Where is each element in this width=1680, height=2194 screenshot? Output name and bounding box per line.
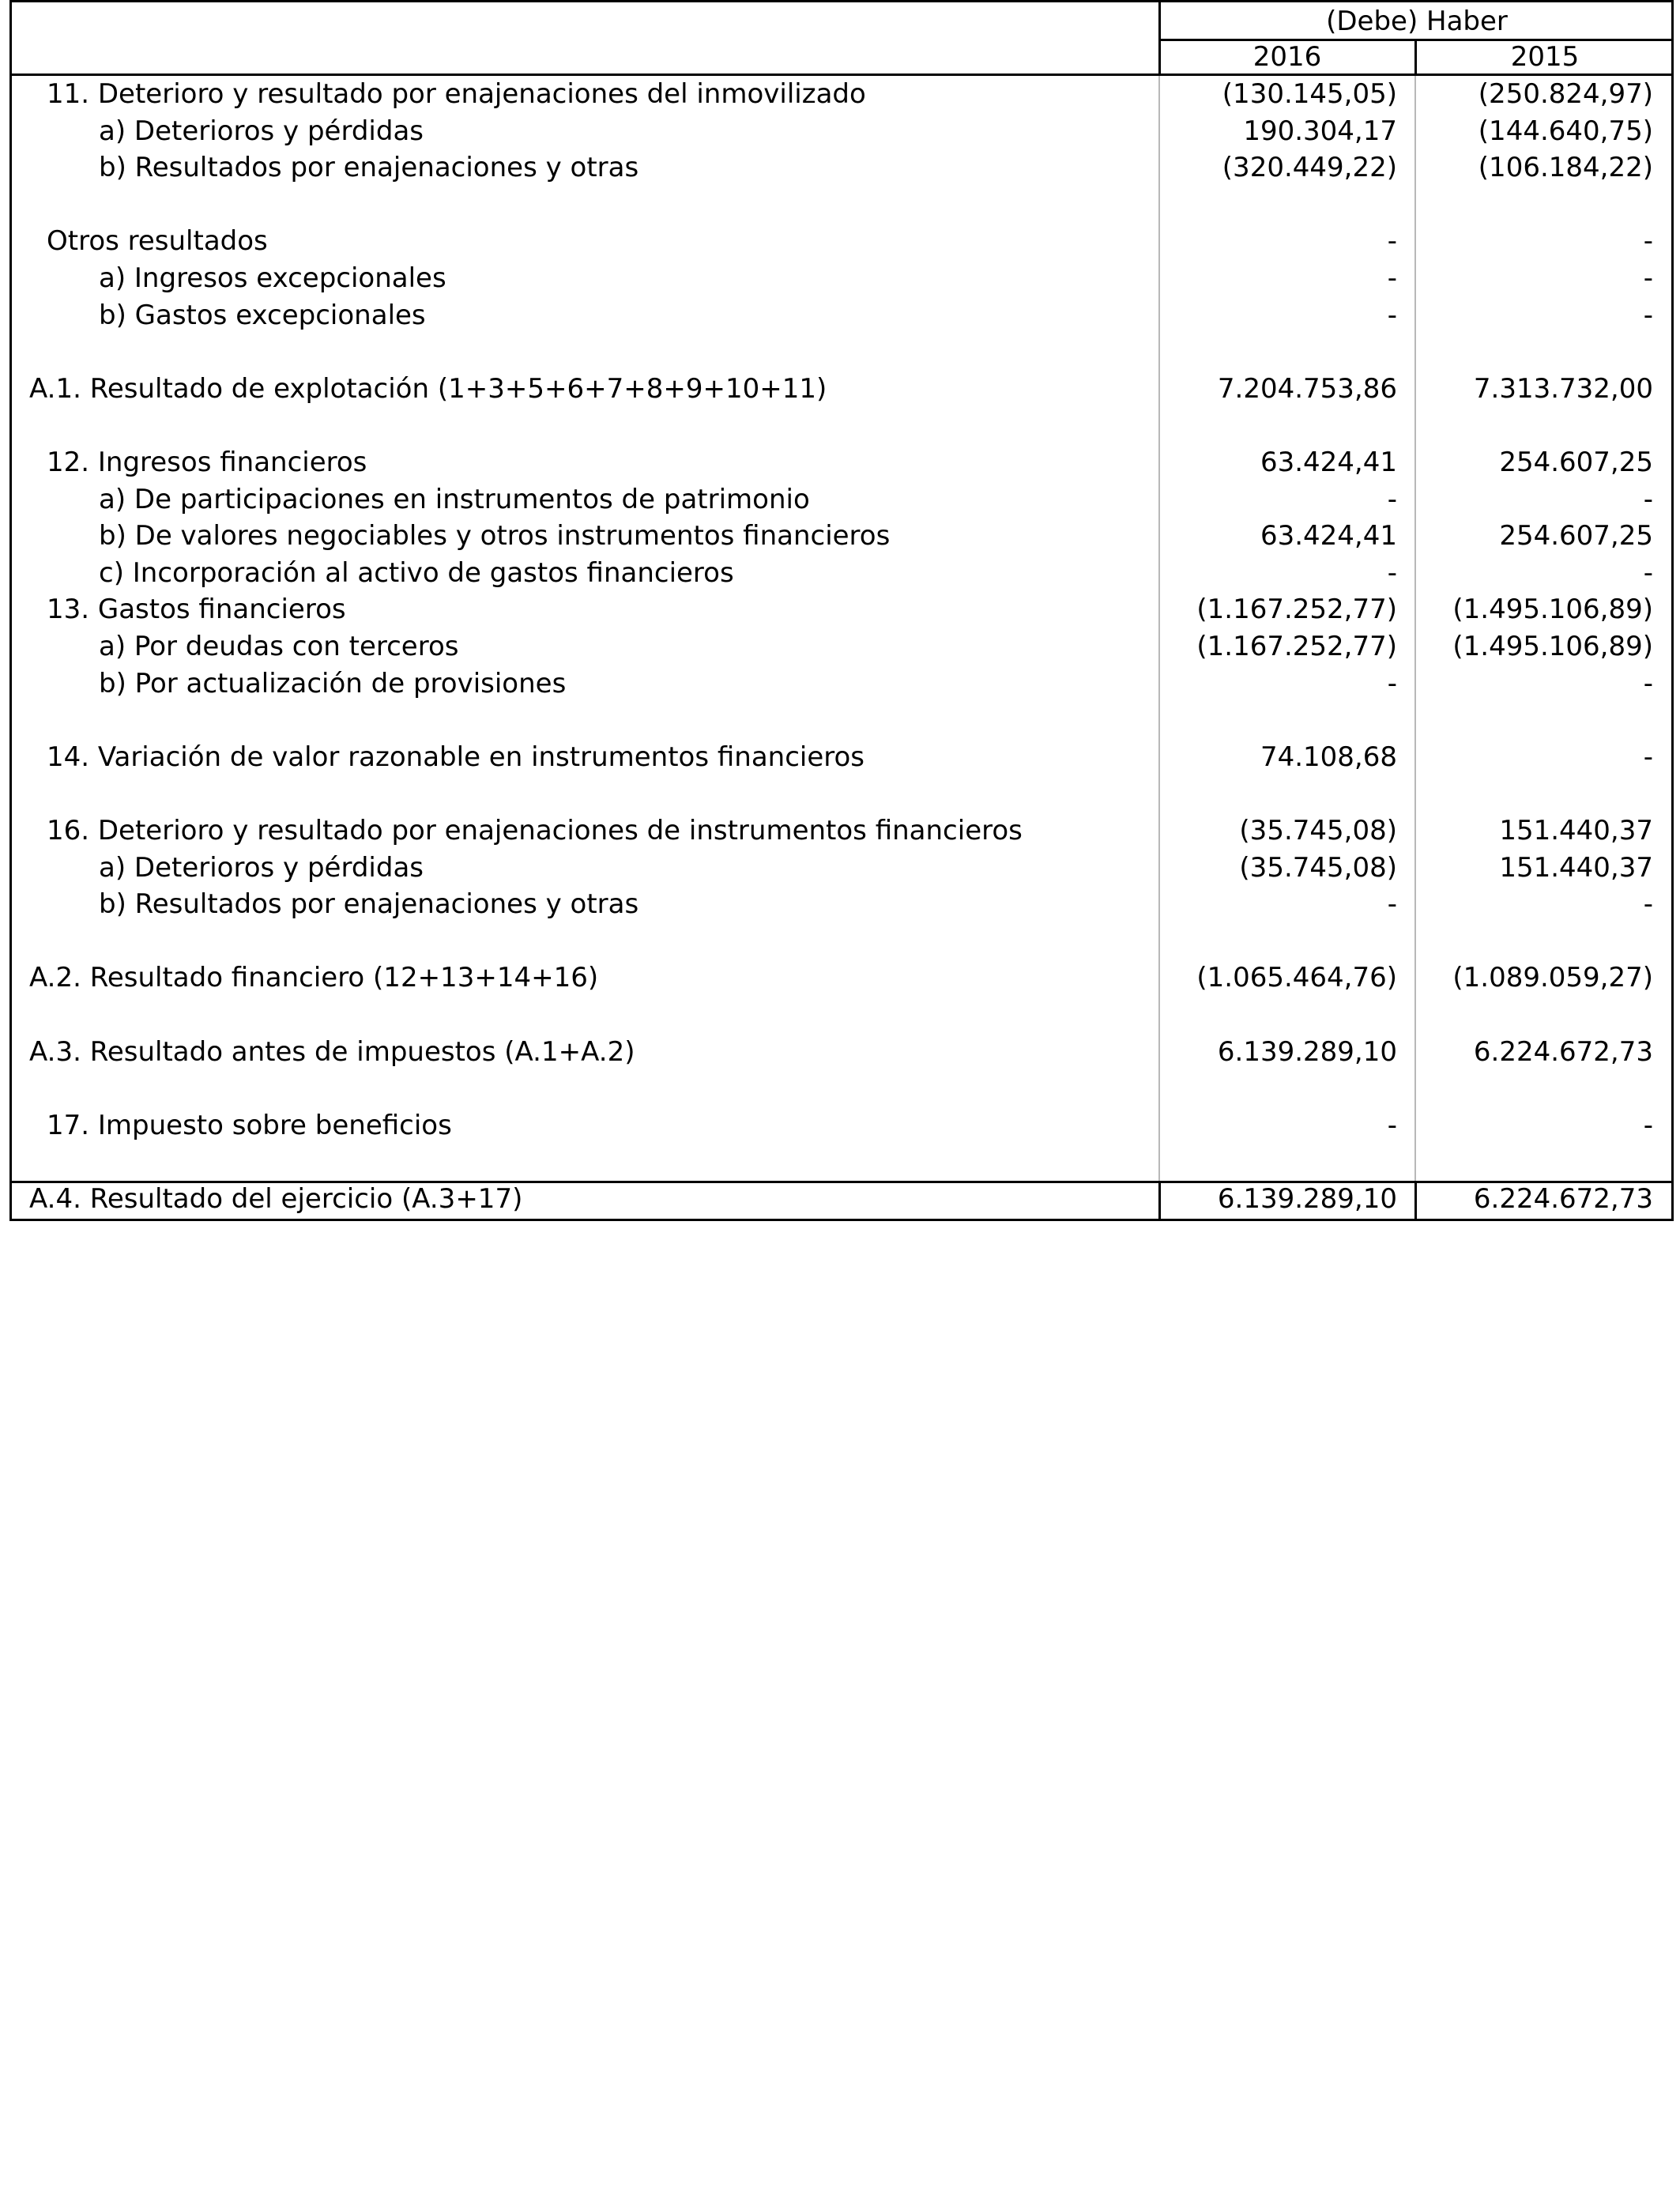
value-2016: - xyxy=(1387,299,1397,331)
statement-row xyxy=(12,850,1671,887)
spacer-row xyxy=(12,702,1671,739)
row-label: 16. Deterioro y resultado por enajenaciones de instrumentos financieros xyxy=(47,815,1023,846)
row-label: a) Ingresos excepcionales xyxy=(99,262,446,294)
statement-row xyxy=(12,739,1671,776)
value-2016: - xyxy=(1387,1109,1397,1141)
value-2016: (35.745,08) xyxy=(1239,851,1397,884)
row-label: Otros resultados xyxy=(47,225,268,258)
row-label: a) Deterioros y pérdidas xyxy=(99,115,424,147)
value-2016: - xyxy=(1387,888,1397,921)
header-top-border xyxy=(1158,0,1674,2)
value-2015: - xyxy=(1643,483,1653,515)
value-2015: - xyxy=(1643,888,1653,921)
value-2016: - xyxy=(1387,556,1397,589)
statement-row xyxy=(12,591,1671,628)
spacer-row xyxy=(12,334,1671,371)
value-2015: 6.224.672,73 xyxy=(1473,1035,1653,1068)
value-2016: (130.145,05) xyxy=(1222,78,1397,110)
row-label: A.2. Resultado financiero (12+13+14+16) xyxy=(29,962,599,994)
statement-row xyxy=(12,1181,1671,1218)
income-statement-table xyxy=(9,2,1674,1221)
header-left-top-border xyxy=(9,0,1158,2)
spacer-row xyxy=(12,997,1671,1034)
value-2016: (1.167.252,77) xyxy=(1196,631,1397,662)
value-2015: - xyxy=(1643,299,1653,331)
value-2015: 254.607,25 xyxy=(1499,447,1653,478)
value-2016: 74.108,68 xyxy=(1260,741,1397,773)
value-2015: 254.607,25 xyxy=(1499,520,1653,552)
value-2015: (1.089.059,27) xyxy=(1452,962,1653,994)
value-2015: 151.440,37 xyxy=(1499,851,1653,884)
row-label: b) Por actualización de provisiones xyxy=(99,667,567,699)
value-2016: - xyxy=(1387,262,1397,294)
row-label: b) Resultados por enajenaciones y otras xyxy=(99,888,639,921)
value-2016: - xyxy=(1387,483,1397,515)
value-2016: (1.167.252,77) xyxy=(1196,594,1397,626)
value-2016: (35.745,08) xyxy=(1239,815,1397,846)
row-label: a) De participaciones en instrumentos de patrimonio xyxy=(99,483,810,515)
row-label: A.4. Resultado del ejercicio (A.3+17) xyxy=(29,1183,523,1215)
value-2016: - xyxy=(1387,225,1397,258)
row-label: 14. Variación de valor razonable en instrumentos financieros xyxy=(47,741,865,773)
value-2015: - xyxy=(1643,741,1653,773)
value-2015: (144.640,75) xyxy=(1478,115,1653,147)
row-label: c) Incorporación al activo de gastos financieros xyxy=(99,556,734,589)
value-2015: - xyxy=(1643,1109,1653,1141)
statement-row xyxy=(12,260,1671,297)
spacer-row xyxy=(12,1070,1671,1107)
statement-row xyxy=(12,518,1671,555)
statement-row xyxy=(12,665,1671,703)
statement-row xyxy=(12,812,1671,850)
row-label: b) Resultados por enajenaciones y otras xyxy=(99,152,639,184)
value-2015: (1.495.106,89) xyxy=(1452,594,1653,626)
value-2016: 190.304,17 xyxy=(1243,115,1397,147)
row-label: 17. Impuesto sobre beneficios xyxy=(47,1109,452,1141)
statement-row xyxy=(12,297,1671,334)
statement-row xyxy=(12,1107,1671,1144)
value-2015: 7.313.732,00 xyxy=(1473,372,1653,405)
value-2015: (250.824,97) xyxy=(1478,78,1653,110)
statement-row xyxy=(12,959,1671,997)
header-divider-left xyxy=(1158,0,1161,76)
value-2016: 6.139.289,10 xyxy=(1217,1183,1397,1215)
spacer-row xyxy=(12,775,1671,812)
row-label: A.3. Resultado antes de impuestos (A.1+A.2) xyxy=(29,1035,635,1068)
spacer-row xyxy=(12,407,1671,444)
statement-row xyxy=(12,149,1671,187)
spacer-row xyxy=(12,923,1671,960)
year-2016-header: 2016 xyxy=(1252,41,1322,73)
value-2016: - xyxy=(1387,667,1397,699)
row-label: a) Por deudas con terceros xyxy=(99,631,459,662)
header-divider-mid xyxy=(1414,39,1417,76)
statement-row xyxy=(12,223,1671,260)
value-2016: 6.139.289,10 xyxy=(1217,1035,1397,1068)
statement-row xyxy=(12,628,1671,665)
row-label: b) Gastos excepcionales xyxy=(99,299,426,331)
debe-haber-header: (Debe) Haber xyxy=(1326,6,1508,37)
row-label: A.1. Resultado de explotación (1+3+5+6+7+8+9+10+11) xyxy=(29,372,827,405)
row-label: 13. Gastos financieros xyxy=(47,594,346,626)
row-label: 11. Deterioro y resultado por enajenaciones del inmovilizado xyxy=(47,78,866,110)
value-2015: 6.224.672,73 xyxy=(1473,1183,1653,1215)
value-2015: - xyxy=(1643,225,1653,258)
value-2016: 63.424,41 xyxy=(1260,447,1397,478)
statement-row xyxy=(12,555,1671,592)
value-2016: (320.449,22) xyxy=(1222,152,1397,184)
statement-row xyxy=(12,444,1671,481)
value-2015: - xyxy=(1643,556,1653,589)
value-2015: (1.495.106,89) xyxy=(1452,631,1653,662)
value-2016: (1.065.464,76) xyxy=(1196,962,1397,994)
statement-row xyxy=(12,481,1671,518)
row-label: a) Deterioros y pérdidas xyxy=(99,851,424,884)
year-2015-header: 2015 xyxy=(1510,41,1580,73)
value-2016: 7.204.753,86 xyxy=(1217,372,1397,405)
value-2015: (106.184,22) xyxy=(1478,152,1653,184)
value-2016: 63.424,41 xyxy=(1260,520,1397,552)
statement-row xyxy=(12,371,1671,408)
spacer-row xyxy=(12,187,1671,224)
row-label: 12. Ingresos financieros xyxy=(47,447,367,478)
value-2015: - xyxy=(1643,667,1653,699)
value-2015: 151.440,37 xyxy=(1499,815,1653,846)
value-2015: - xyxy=(1643,262,1653,294)
row-label: b) De valores negociables y otros instrumentos financieros xyxy=(99,520,891,552)
spacer-row xyxy=(12,1144,1671,1181)
statement-row xyxy=(12,113,1671,150)
statement-row xyxy=(12,886,1671,923)
statement-row xyxy=(12,1034,1671,1071)
statement-row xyxy=(12,76,1671,113)
